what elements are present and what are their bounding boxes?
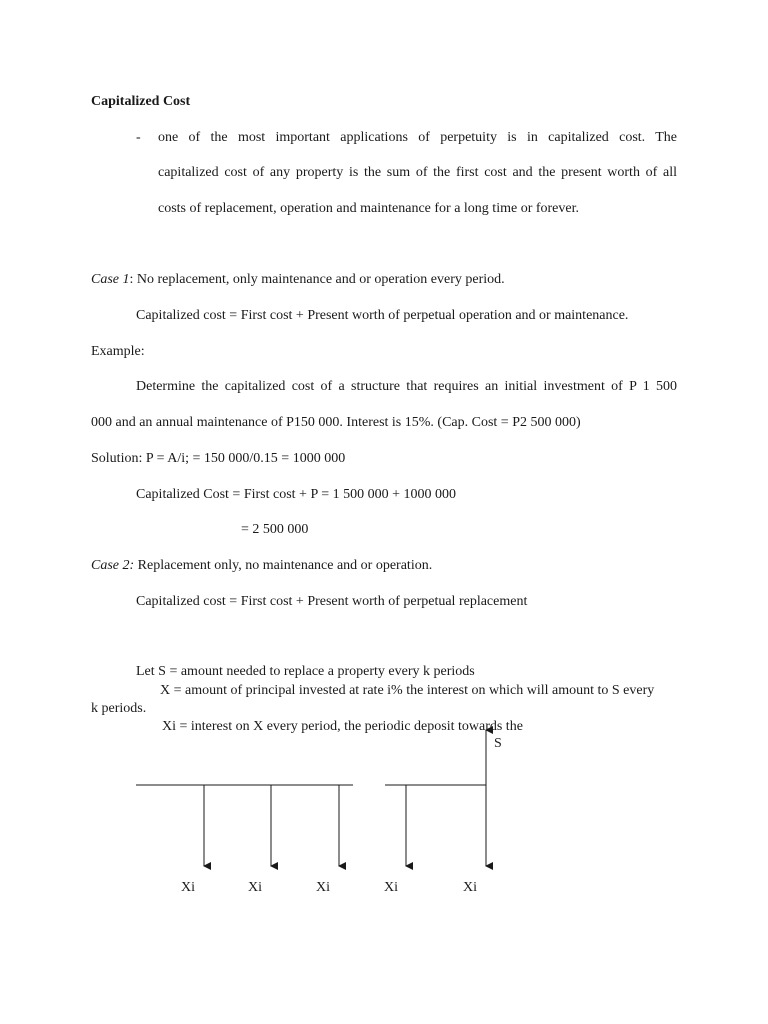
xi-label-3: Xi	[316, 880, 330, 895]
definition-s: Let S = amount needed to replace a property every k periods	[136, 664, 475, 679]
xi-label-1: Xi	[181, 880, 195, 895]
replacement-label-s: S	[494, 736, 502, 751]
example-problem-line-1: Determine the capitalized cost of a structure that requires an initial investment of P 1 500	[136, 379, 677, 394]
case-1-label: Case 1	[91, 272, 130, 287]
bullet-dash: -	[136, 130, 141, 145]
xi-label-4: Xi	[384, 880, 398, 895]
case-2-formula: Capitalized cost = First cost + Present worth of perpetual replacement	[136, 594, 528, 609]
example-problem-line-2: 000 and an annual maintenance of P150 000. Interest is 15%. (Cap. Cost = P2 500 000)	[91, 415, 581, 430]
case-2-label: Case 2:	[91, 558, 135, 573]
solution-line-2: Capitalized Cost = First cost + P = 1 500 000 + 1000 000	[136, 487, 457, 502]
definition-x-line-1: X = amount of principal invested at rate i% the interest on which will amount to S every	[160, 683, 655, 698]
case-1-formula: Capitalized cost = First cost + Present worth of perpetual operation and or maintenance.	[136, 308, 629, 323]
intro-line-2: capitalized cost of any property is the sum of the first cost and the present worth of all	[158, 165, 677, 180]
section-heading: Capitalized Cost	[91, 94, 191, 109]
xi-label-2: Xi	[248, 880, 262, 895]
definition-xi: Xi = interest on X every period, the periodic deposit towards the	[162, 719, 523, 734]
case-1-text: : No replacement, only maintenance and or operation every period.	[129, 272, 505, 287]
definition-x-line-2: k periods.	[91, 701, 147, 716]
case-2-text: Replacement only, no maintenance and or operation.	[134, 558, 433, 573]
solution-line-3: = 2 500 000	[241, 522, 309, 537]
intro-line-3: costs of replacement, operation and maintenance for a long time or forever.	[158, 201, 579, 216]
xi-label-5: Xi	[463, 880, 477, 895]
intro-line-1: one of the most important applications of perpetuity is in capitalized cost. The	[158, 130, 677, 145]
example-label: Example:	[91, 344, 145, 359]
solution-line-1: Solution: P = A/i; = 150 000/0.15 = 1000 000	[91, 451, 346, 466]
